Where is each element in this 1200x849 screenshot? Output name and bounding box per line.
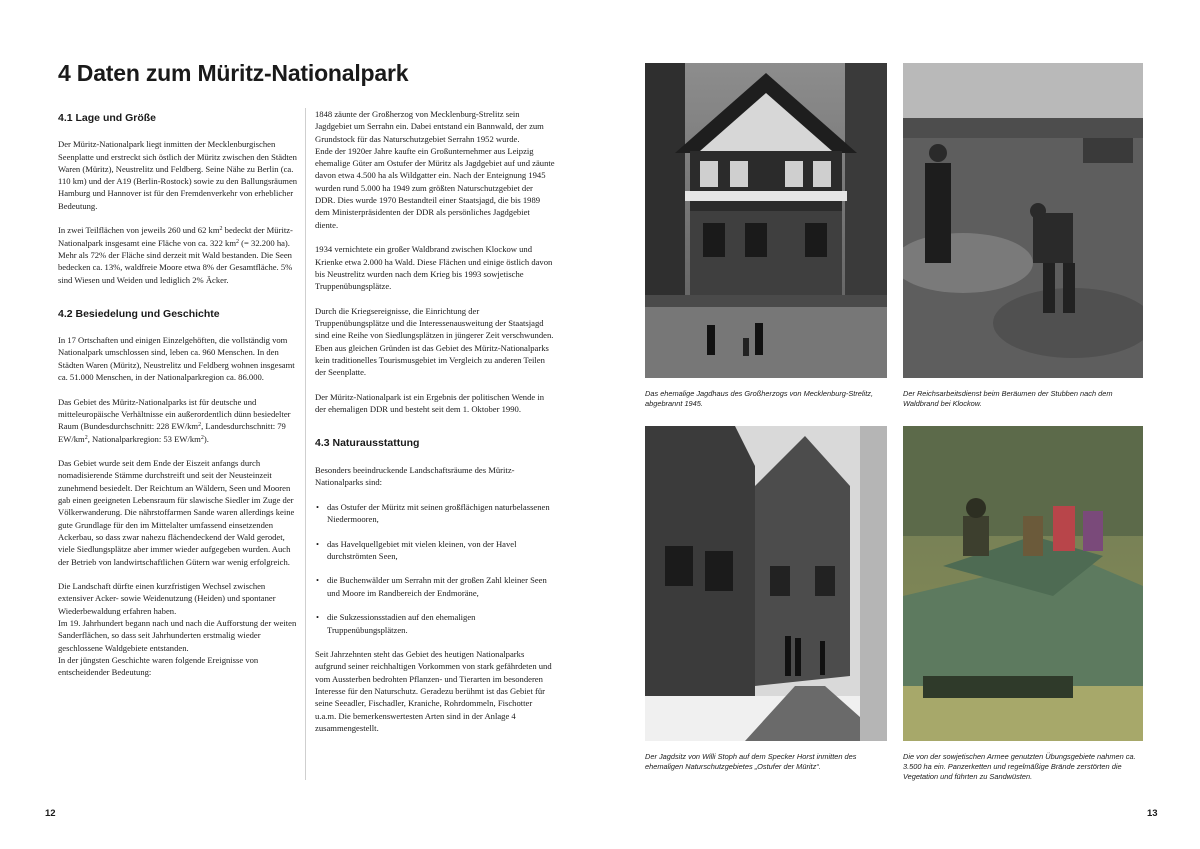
list-item: • die Buchenwälder um Serrahn mit der großen Zahl kleiner Seen und Moore im Randbereich der Endmoräne, [315, 574, 555, 599]
bes-p2-b: , Landesdurchschnitt: 79 EW/km [58, 421, 286, 444]
page-title: 4 Daten zum Müritz-Nationalpark [58, 60, 409, 86]
photo-reichsarbeitsdienst [903, 63, 1143, 378]
heading-natur: 4.3 Naturausstattung [315, 437, 420, 450]
lage-p2-b: bedeckt der Müritz-Nationalpark insgesamt eine Fläche von ca. 322 km [58, 225, 293, 248]
list-item: • das Havelquellgebiet mit vielen kleinen, von der Havel durchströmten Seen, [315, 538, 555, 563]
list-item: • das Ostufer der Müritz mit seinen großflächigen naturbelassenen Niedermooren, [315, 501, 555, 526]
besiedelung-paragraph-4 [58, 580, 298, 678]
lage-paragraph-2 [58, 224, 298, 285]
heading-lage: 4.1 Lage und Größe [58, 112, 157, 124]
bes-p2-d: ). [203, 433, 209, 444]
superscript: 2 [200, 434, 204, 441]
caption-photo-1: Das ehemalige Jagdhaus des Großherzogs von Mecklenburg-Strelitz, abgebrannt 1945. [645, 389, 873, 408]
natur-outro: Seit Jahrzehnten steht das Gebiet des heutigen Nationalparks aufgrund seiner reichhaltigen Vorkommen von stark gefährdeten und vom Aussterben bedrohten Pflanzen- und Tierarten im besonderen Interesse für den Naturschutz. Geradezu berühmt ist das Gebiet für seine Seeadler, Fischadler, Kraniche, Rohrdommeln, Fischotter u.a.m. Die bemerkenswertesten Arten sind in der Anlage 4 zusammengestellt. [315, 649, 552, 733]
text-column-left [58, 108, 298, 691]
superscript: 2 [84, 434, 88, 441]
bes-p4-line-1: Die Landschaft dürfte einen kurzfristigen Wechsel zwischen extensiver Acker- sowie Weidenutzung (Heiden) und spontaner Wiederbewaldung erfahren haben. [58, 581, 276, 616]
besiedelung-paragraph-3: Das Gebiet wurde seit dem Ende der Eiszeit anfangs durch nomadisierende Stämme durchstreift und seit der Neusteinzeit zunehmend besiedelt. Der Reichtum an Wäldern, Seen und Mooren gab einen geeigneten Lebensraum für slawische Siedler im Zuge der Völkerwanderung. Die nährstoffarmen Sande waren allerdings keine gute Grundlage für den im Mittelalter umfassend einsetzenden Ackerbau, so dass zwar nahezu flächendeckend der Wald gerodet, viele Siedlungsplätze aber immer wieder aufgegeben wurden. Auch der Betrieb von landwirtschaftlichen Gütern war wenig erfolgreich. [58, 458, 295, 567]
bes-p4-line-2: Im 19. Jahrhundert begann nach und nach die Aufforstung der weiten Sanderflächen, so dass seit Jahrhunderten erstmalig wieder geschlossene Waldgebiete entstanden. [58, 617, 297, 653]
superscript: 2 [198, 422, 202, 429]
besiedelung-paragraph-2 [58, 396, 298, 445]
natur-intro: Besonders beeindruckende Landschaftsräume des Müritz-Nationalparks sind: [315, 464, 515, 488]
hist-p1-line-1: 1848 zäunte der Großherzog von Mecklenburg-Strelitz sein Jagdgebiet um Serrahn ein. Dabei entstand ein Bannwald, der zum Grundstock für das Naturschutzgebiet Serrahn 1952 wurde. [315, 109, 544, 144]
caption-photo-3: Der Jagdsitz von Willi Stoph auf dem Specker Horst inmitten des ehemaligen Naturschutzgebietes „Ostufer der Müritz“. [645, 752, 857, 771]
lage-paragraph-1: Der Müritz-Nationalpark liegt inmitten der Mecklenburgischen Seenplatte und erstreckt sich östlich der Müritz zwischen den Städten Waren (Müritz), Neustrelitz und Feldberg. Seine Nähe zu Berlin (ca. 110 km) und der A19 (Berlin-Rostock) sowie zu den Ballungsräumen Hamburg und Hannover ist für den Fremdenverkehr von erheblicher Bedeutung. [58, 139, 298, 211]
history-paragraph-4: Der Müritz-Nationalpark ist ein Ergebnis der politischen Wende in der ehemaligen DDR und besteht seit dem 1. Oktober 1990. [315, 391, 545, 415]
superscript: 2 [219, 226, 223, 233]
history-paragraph-1 [315, 108, 555, 231]
heading-besiedelung: 4.2 Besiedelung und Geschichte [58, 307, 220, 320]
photo-jagdsitz-stoph [645, 426, 887, 741]
history-paragraph-2: 1934 vernichtete ein großer Waldbrand zwischen Klockow und Krienke etwa 2.000 ha Wald. Diese Flächen und einige östlich davon bis Neustrelitz wurden nach dem Krieg bis 1993 sowjetische Truppenübungsplätze. [315, 244, 553, 292]
bes-p2-a: Das Gebiet des Müritz-Nationalparks ist für deutsche und mitteleuropäische Verhältnisse ein außerordentlich dünn besiedelter Raum (Bundesdurchschnitt: 228 EW/km [58, 396, 291, 432]
page-number-right: 13 [1147, 808, 1158, 819]
history-paragraph-3: Durch die Kriegsereignisse, die Einrichtung der Truppenübungsplätze und die Interessenausweitung der Staatsjagd sind eine Reihe von Siedlungsplätzen in jüngerer Zeit verschwunden. Eben aus gleichen Gründen ist das Gebiet des Müritz-Nationalparks kein traditionelles Tourismusgebiet im Vergleich zu anderen Teilen der Seenplatte. [315, 305, 554, 378]
photo-panzer-uebungsgebiet [903, 426, 1143, 741]
photo-jagdhaus [645, 63, 887, 378]
lage-p2-c: (= 32.200 ha). Mehr als 72% der Fläche sind derzeit mit Wald bestanden. Die Seen bedecken ca. 13%, waldfreie Moore etwa 8% der Gesamtfläche. 5% sind Wiesen und Weiden und lediglich 2% Äcker. [58, 237, 293, 285]
list-item: • die Sukzessionsstadien auf den ehemaligen Truppenübungsplätzen. [315, 611, 555, 636]
superscript: 2 [236, 238, 240, 245]
hist-p1-line-2: Ende der 1920er Jahre kaufte ein Großunternehmer aus Leipzig ehemalige Güter am Ostufer der Müritz als Jagdgebiet auf und zäunte davon etwa 4.500 ha als Wildgatter ein. Nach der Enteignung 1945 wurden rund 5.000 ha 1949 zum größten Naturschutzgebiet der DDR. Dies wurde 1970 Bestandteil einer Staatsjagd, die bis 1989 dem Ministerpräsidenten der DDR als persönliches Jagdgebiet diente. [315, 145, 555, 230]
caption-photo-2: Der Reichsarbeitsdienst beim Beräumen der Stubben nach dem Waldbrand bei Klockow. [903, 389, 1113, 408]
bes-p4-line-3: In der jüngsten Geschichte waren folgende Ereignisse von entscheidender Bedeutung: [58, 654, 259, 678]
column-divider [305, 108, 306, 780]
bes-p2-c: , Nationalparkregion: 53 EW/km [87, 433, 201, 444]
besiedelung-paragraph-1: In 17 Ortschaften und einigen Einzelgehöften, die vollständig vom Nationalpark umschlossen sind, leben ca. 960 Menschen. In den Städten Waren (Müritz), Neustrelitz und Feldberg wohnen insgesamt ca. 51.000 Menschen, in der Nationalparkregion ca. 86.000. [58, 335, 295, 383]
natur-list [315, 501, 555, 636]
page-number-left: 12 [45, 808, 56, 819]
lage-p2-a: In zwei Teilflächen von jeweils 260 und 62 km [58, 225, 220, 236]
caption-photo-4: Die von der sowjetischen Armee genutzten Übungsgebiete nahmen ca. 3.500 ha ein. Panzerketten und regelmäßige Brände zerstörten die Vegetation und führten zu Sandwüsten. [903, 752, 1136, 781]
text-column-right [315, 108, 555, 747]
